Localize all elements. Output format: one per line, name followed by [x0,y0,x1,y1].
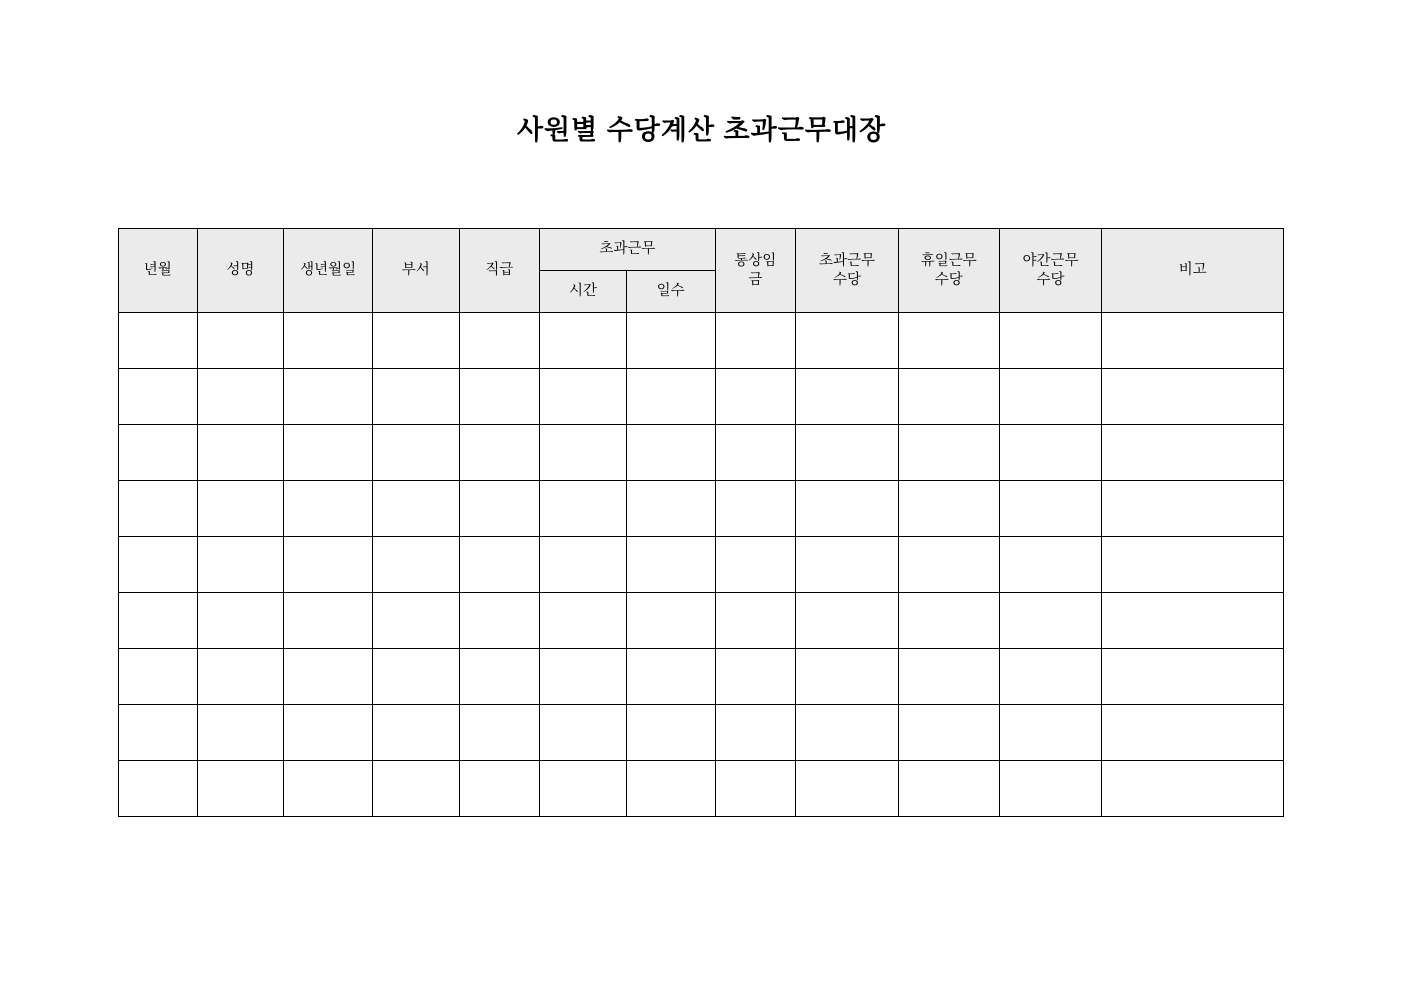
table-cell[interactable] [372,313,459,369]
table-cell[interactable] [715,649,796,705]
table-cell[interactable] [626,537,715,593]
table-cell[interactable] [119,313,198,369]
column-header-holiday-pay-line1: 휴일근무 [920,253,977,270]
column-header-holiday-pay-line2: 수당 [934,271,963,288]
table-cell[interactable] [898,369,999,425]
column-header-overtime-hours: 시간 [540,271,627,313]
table-cell[interactable] [197,593,284,649]
table-cell[interactable] [999,593,1102,649]
table-cell[interactable] [1102,313,1284,369]
table-cell[interactable] [1102,369,1284,425]
table-cell[interactable] [119,425,198,481]
table-cell[interactable] [796,481,899,537]
table-cell[interactable] [540,425,627,481]
table-cell[interactable] [119,537,198,593]
table-cell[interactable] [898,313,999,369]
table-cell[interactable] [119,761,198,817]
table-cell[interactable] [459,425,540,481]
column-header-night-pay-line1: 야간근무 [1022,253,1079,270]
table-cell[interactable] [284,537,373,593]
table-cell[interactable] [898,425,999,481]
table-cell[interactable] [999,761,1102,817]
column-header-birth-date: 생년월일 [284,229,373,313]
table-cell[interactable] [626,649,715,705]
table-cell[interactable] [540,313,627,369]
table-cell[interactable] [372,425,459,481]
table-cell[interactable] [999,537,1102,593]
table-cell[interactable] [715,481,796,537]
column-header-note: 비고 [1102,229,1284,313]
table-cell[interactable] [540,649,627,705]
table-cell[interactable] [898,537,999,593]
table-cell[interactable] [1102,481,1284,537]
table-cell[interactable] [796,593,899,649]
column-header-overtime-group: 초과근무 [540,229,715,271]
table-cell[interactable] [715,593,796,649]
table-cell[interactable] [898,593,999,649]
table-cell[interactable] [715,425,796,481]
table-cell[interactable] [197,481,284,537]
table-cell[interactable] [626,313,715,369]
table-cell[interactable] [626,369,715,425]
table-cell[interactable] [197,761,284,817]
column-header-ordinary-wage [715,229,796,313]
table-cell[interactable] [197,313,284,369]
table-cell[interactable] [119,593,198,649]
table-cell[interactable] [1102,537,1284,593]
table-cell[interactable] [796,369,899,425]
table-cell[interactable] [119,369,198,425]
table-row [119,481,1284,537]
table-cell[interactable] [540,481,627,537]
table-header [119,229,1284,313]
table-cell[interactable] [284,425,373,481]
table-cell[interactable] [372,481,459,537]
table-row [119,593,1284,649]
table-cell[interactable] [372,369,459,425]
table-row [119,537,1284,593]
table-cell[interactable] [1102,593,1284,649]
column-header-ordinary-wage-line2: 금 [748,271,763,288]
table-header-row-1 [119,229,1284,271]
table-cell[interactable] [197,649,284,705]
table-cell[interactable] [796,649,899,705]
column-header-ordinary-wage-line1: 통상임 [734,253,777,270]
column-header-overtime-pay-line1: 초과근무 [819,253,876,270]
column-header-overtime-days: 일수 [626,271,715,313]
table-cell[interactable] [284,369,373,425]
column-header-rank: 직급 [459,229,540,313]
table-cell[interactable] [715,537,796,593]
table-cell[interactable] [999,369,1102,425]
table-cell[interactable] [459,649,540,705]
table-cell[interactable] [197,537,284,593]
table-cell[interactable] [715,705,796,761]
table-cell[interactable] [898,705,999,761]
table-cell[interactable] [796,761,899,817]
overtime-ledger-table-wrap [118,228,1284,817]
table-row [119,425,1284,481]
column-header-department: 부서 [372,229,459,313]
table-cell[interactable] [898,649,999,705]
table-cell[interactable] [540,705,627,761]
table-cell[interactable] [898,481,999,537]
table-cell[interactable] [284,313,373,369]
table-cell[interactable] [284,481,373,537]
page-title: 사원별 수당계산 초과근무대장 [516,115,887,145]
table-cell[interactable] [796,313,899,369]
table-cell[interactable] [119,481,198,537]
table-cell[interactable] [284,649,373,705]
column-header-night-pay [999,229,1102,313]
table-cell[interactable] [796,425,899,481]
table-cell[interactable] [372,649,459,705]
table-cell[interactable] [372,593,459,649]
column-header-overtime-pay-line2: 수당 [833,271,862,288]
table-cell[interactable] [459,705,540,761]
table-cell[interactable] [626,705,715,761]
column-header-name: 성명 [197,229,284,313]
table-cell[interactable] [796,537,899,593]
column-header-night-pay-line2: 수당 [1036,271,1065,288]
table-cell[interactable] [459,313,540,369]
table-cell[interactable] [197,705,284,761]
column-header-year-month: 년월 [119,229,198,313]
table-cell[interactable] [284,761,373,817]
table-cell[interactable] [999,313,1102,369]
table-cell[interactable] [715,761,796,817]
table-cell[interactable] [540,761,627,817]
table-cell[interactable] [898,761,999,817]
table-cell[interactable] [1102,649,1284,705]
table-cell[interactable] [372,761,459,817]
table-row [119,761,1284,817]
table-body [119,313,1284,817]
table-cell[interactable] [626,593,715,649]
table-row [119,313,1284,369]
table-cell[interactable] [197,425,284,481]
table-cell[interactable] [796,705,899,761]
column-header-overtime-pay [796,229,899,313]
table-cell[interactable] [119,649,198,705]
table-cell[interactable] [119,705,198,761]
table-cell[interactable] [459,369,540,425]
table-cell[interactable] [999,481,1102,537]
table-cell[interactable] [459,537,540,593]
table-cell[interactable] [459,761,540,817]
table-cell[interactable] [715,313,796,369]
table-cell[interactable] [999,705,1102,761]
table-cell[interactable] [715,369,796,425]
table-cell[interactable] [459,593,540,649]
table-cell[interactable] [372,705,459,761]
table-cell[interactable] [1102,425,1284,481]
table-cell[interactable] [540,537,627,593]
column-header-holiday-pay [898,229,999,313]
table-cell[interactable] [284,705,373,761]
table-row [119,369,1284,425]
table-cell[interactable] [284,593,373,649]
table-cell[interactable] [197,369,284,425]
table-row [119,649,1284,705]
table-cell[interactable] [626,761,715,817]
table-cell[interactable] [459,481,540,537]
table-row [119,705,1284,761]
table-cell[interactable] [1102,705,1284,761]
table-cell[interactable] [999,425,1102,481]
table-cell[interactable] [372,537,459,593]
table-cell[interactable] [999,649,1102,705]
overtime-ledger-table [118,228,1284,817]
table-cell[interactable] [1102,761,1284,817]
table-cell[interactable] [626,481,715,537]
table-cell[interactable] [540,593,627,649]
table-cell[interactable] [540,369,627,425]
table-cell[interactable] [626,425,715,481]
